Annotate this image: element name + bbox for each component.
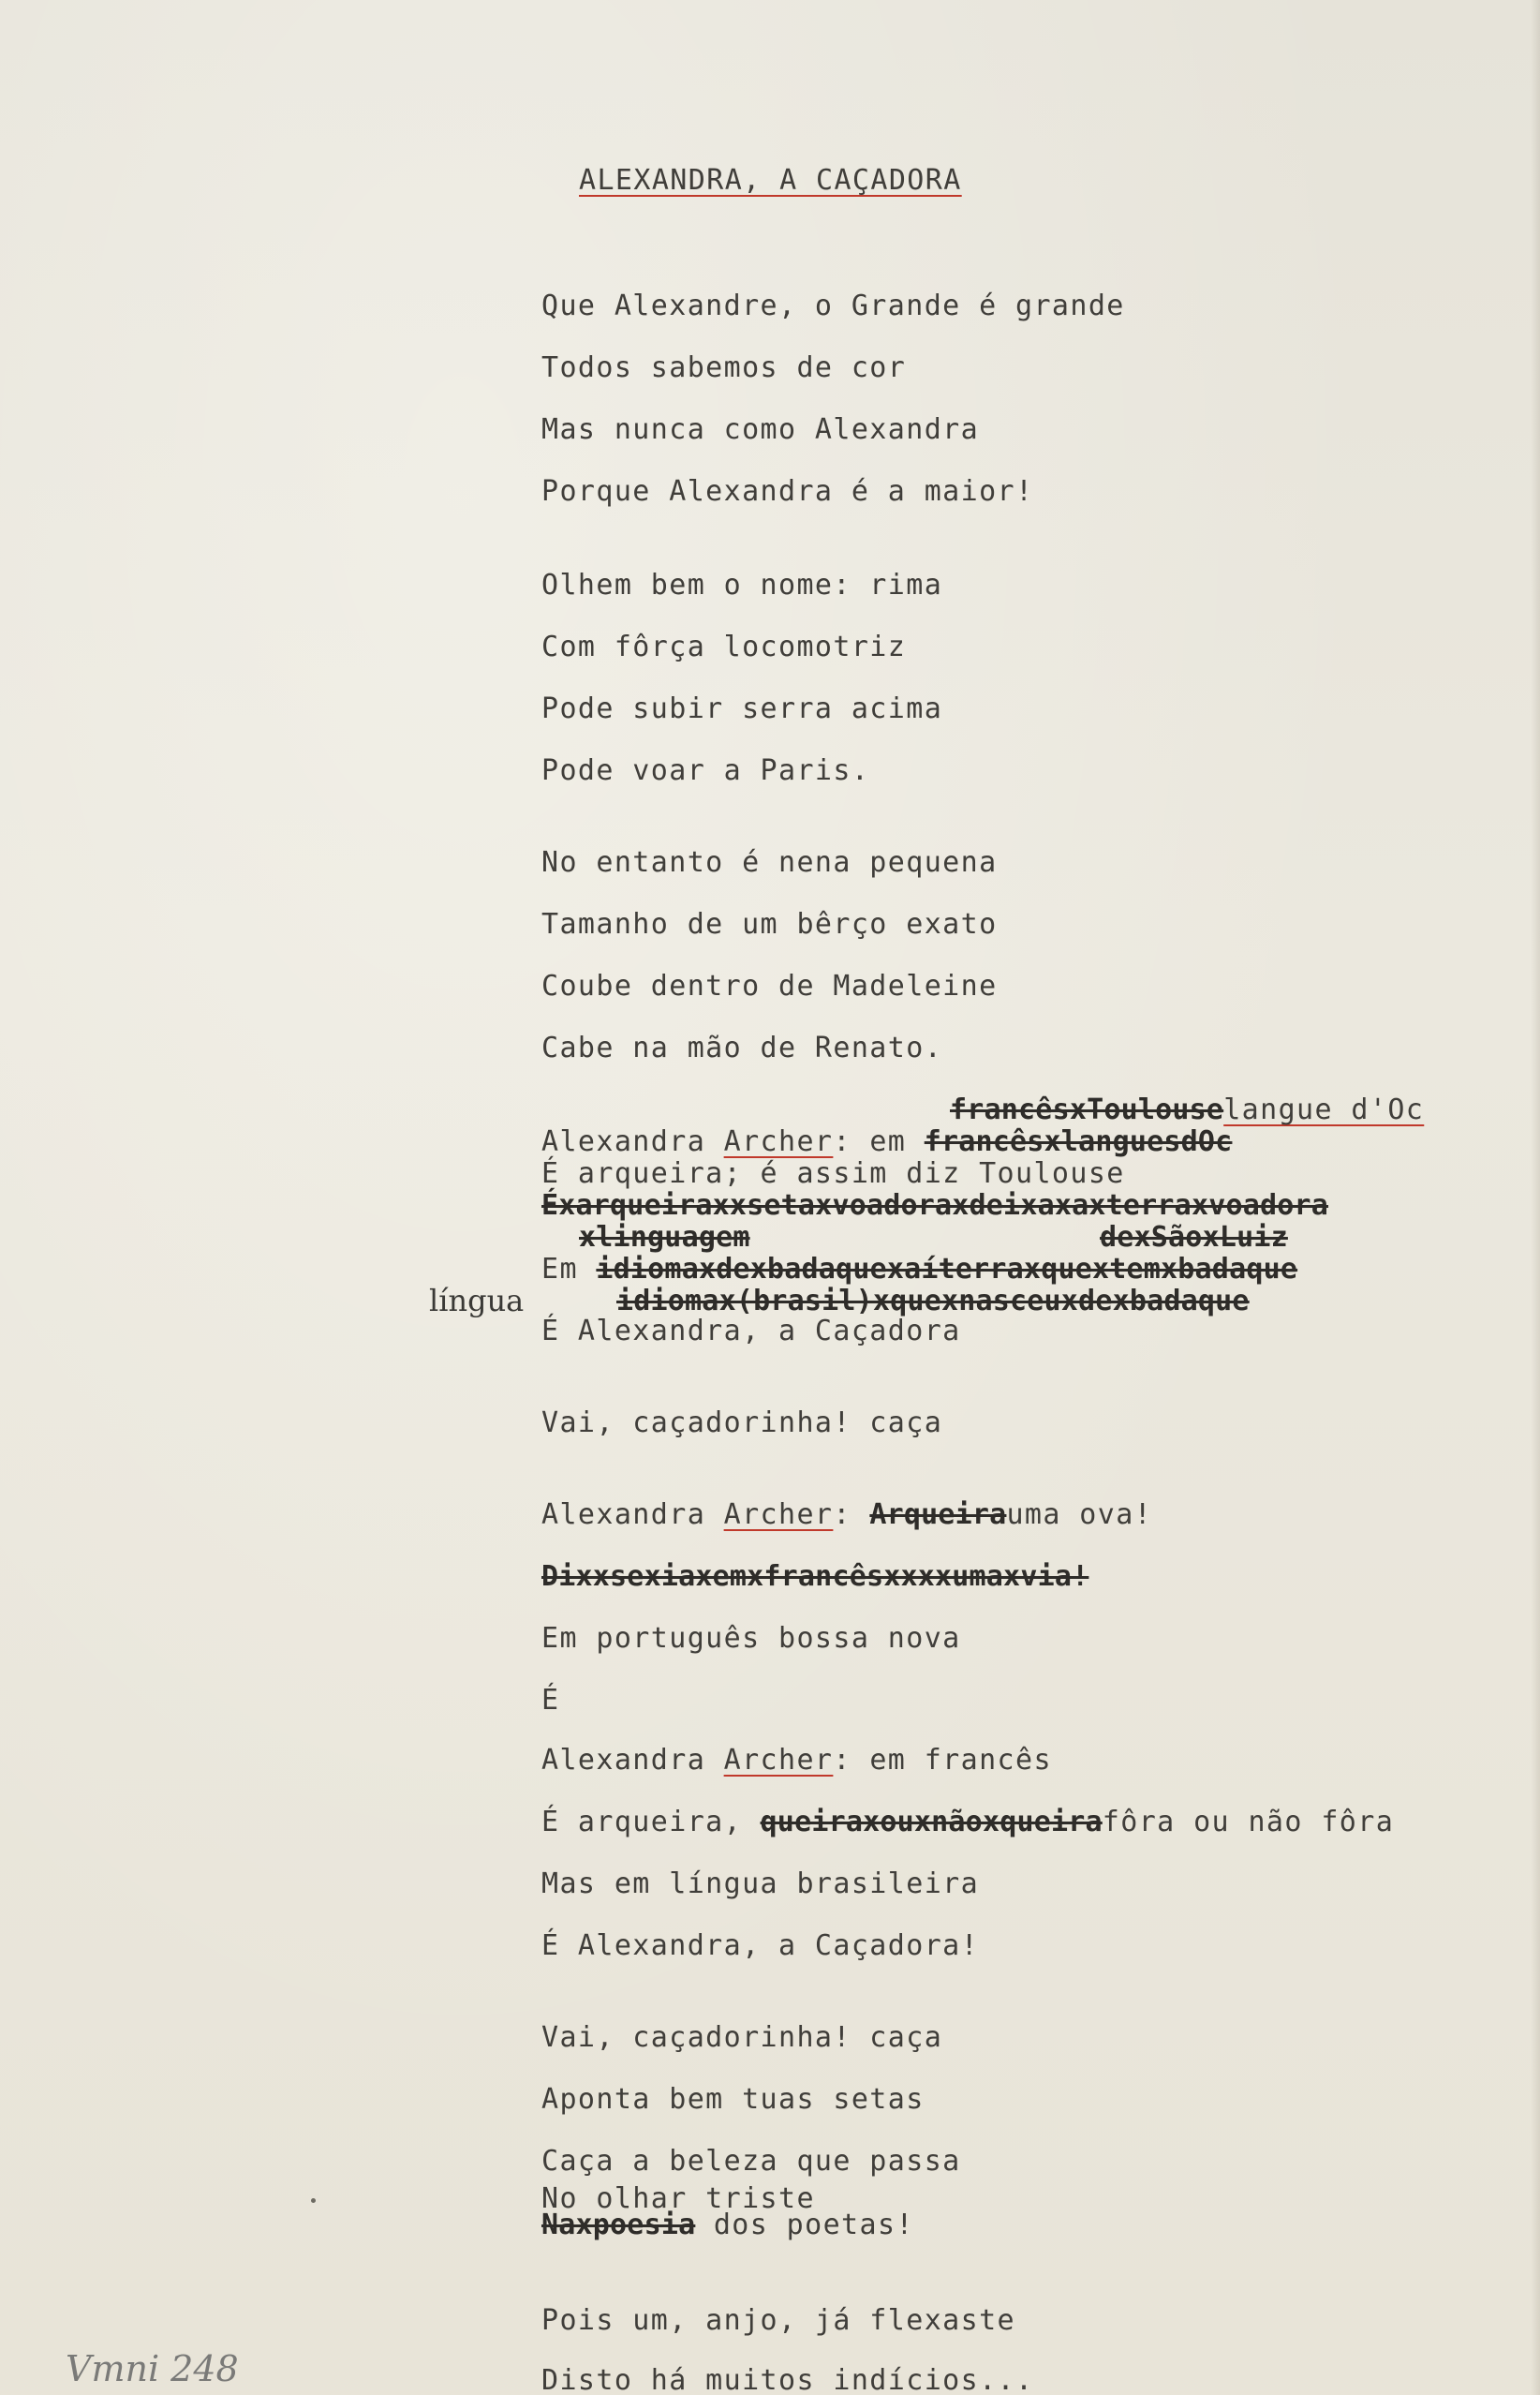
stanza-2-line-3: Pode subir serra acima xyxy=(541,692,943,725)
margin-word-lingua: língua xyxy=(429,1283,525,1318)
stray-ink-dot xyxy=(311,2198,316,2203)
stanza-2-line-1: Olhem bem o nome: rima xyxy=(541,569,943,602)
alexandra-text-3: Alexandra xyxy=(541,1744,724,1777)
stanza-4-struck-line-6: idiomax(brasil)xquexnasceuxdexbadaque xyxy=(616,1285,1250,1317)
stanza-5-line-1: Vai, caçadorinha! caça xyxy=(541,1406,943,1439)
em-text: : em xyxy=(833,1125,925,1158)
stanza-4-insertion-line xyxy=(950,1094,1424,1126)
stanza-1-line-3: Mas nunca como Alexandra xyxy=(541,413,980,446)
stanza-1-line-1: Que Alexandre, o Grande é grande xyxy=(541,290,1125,322)
stanza-4-line-1 xyxy=(541,1126,1232,1158)
catalog-note: Vmni 248 xyxy=(66,2348,239,2389)
alexandra-text-2: Alexandra xyxy=(541,1498,724,1531)
stanza-2-line-2: Com fôrça locomotriz xyxy=(541,631,907,663)
stanza-6-line-4: É xyxy=(541,1684,560,1717)
struck-francais-toulouse: francêsxToulouse xyxy=(950,1093,1224,1126)
struck-idioma-line: idiomaxdexbadaquexaíterraxquextemxbadaque xyxy=(596,1253,1298,1286)
stanza-6-line-1 xyxy=(541,1499,1152,1531)
stanza-7-line-4-insert: No olhar triste xyxy=(541,2182,815,2215)
stanza-8-line-1: Pois um, anjo, já flexaste xyxy=(541,2304,1015,2337)
archer-word-2: Archer xyxy=(723,1498,834,1531)
stanza-7-line-5 xyxy=(541,2209,914,2241)
stanza-6-struck-line-2: Dixxsexiaxemxfrancêsxxxxumaxvia! xyxy=(541,1560,1089,1593)
stanza-6-line-7: Mas em língua brasileira xyxy=(541,1867,980,1900)
stanza-7-line-2: Aponta bem tuas setas xyxy=(541,2083,925,2116)
stanza-4-line-5 xyxy=(541,1254,1297,1286)
stanza-7-line-3: Caça a beleza que passa xyxy=(541,2145,961,2178)
struck-francais-langue: francêsxlanguesdOc xyxy=(924,1125,1233,1158)
uma-ova-text: uma ova! xyxy=(1006,1498,1153,1531)
stanza-3-line-4: Cabe na mão de Renato. xyxy=(541,1032,943,1064)
em-frances-text: : em francês xyxy=(833,1744,1052,1777)
stanza-6-line-6 xyxy=(541,1807,1394,1838)
fora-text: fôra ou não fôra xyxy=(1102,1806,1395,1838)
stanza-4-struck-sao-luiz: dexSãoxLuiz xyxy=(1100,1221,1288,1254)
stanza-6-line-5 xyxy=(541,1745,1052,1777)
stanza-7-line-1: Vai, caçadorinha! caça xyxy=(541,2021,943,2054)
alexandra-text: Alexandra xyxy=(541,1125,724,1158)
colon-text: : xyxy=(833,1498,870,1531)
stanza-6-line-3: Em português bossa nova xyxy=(541,1622,961,1655)
stanza-6-line-8: É Alexandra, a Caçadora! xyxy=(541,1929,980,1962)
stanza-3-line-2: Tamanho de um bêrço exato xyxy=(541,908,998,941)
dos-poetas-text: dos poetas! xyxy=(695,2209,914,2241)
stanza-3-line-1: No entanto é nena pequena xyxy=(541,846,998,879)
em-prefix: Em xyxy=(541,1253,597,1286)
e-arqueira-text: É arqueira, xyxy=(541,1806,761,1838)
struck-queira: queiraxouxnãoxqueira xyxy=(760,1806,1103,1838)
stanza-4-line-2: É arqueira; é assim diz Toulouse xyxy=(541,1157,1125,1190)
archer-word: Archer xyxy=(723,1125,834,1158)
stanza-4-line-7: É Alexandra, a Caçadora xyxy=(541,1315,961,1347)
archer-word-3: Archer xyxy=(723,1744,834,1777)
poem-title: ALEXANDRA, A CAÇADORA xyxy=(579,164,962,197)
struck-na-poesia: Naxpoesia xyxy=(541,2209,696,2241)
struck-arqueira: Arqueira xyxy=(869,1498,1007,1531)
stanza-1-line-4: Porque Alexandra é a maior! xyxy=(541,475,1034,508)
stanza-4-struck-linguagem: xlinguagem xyxy=(579,1221,750,1254)
stanza-1-line-2: Todos sabemos de cor xyxy=(541,351,907,384)
stanza-2-line-4: Pode voar a Paris. xyxy=(541,754,870,787)
stanza-8-line-2: Disto há muitos indícios... xyxy=(541,2364,1034,2395)
stanza-4-struck-line-3: Éxarqueiraxxsetaxvoadoraxdeixaxaxterraxvoadora xyxy=(541,1189,1329,1222)
stanza-3-line-3: Coube dentro de Madeleine xyxy=(541,970,998,1003)
inserted-langue-doc: langue d'Oc xyxy=(1223,1093,1425,1126)
